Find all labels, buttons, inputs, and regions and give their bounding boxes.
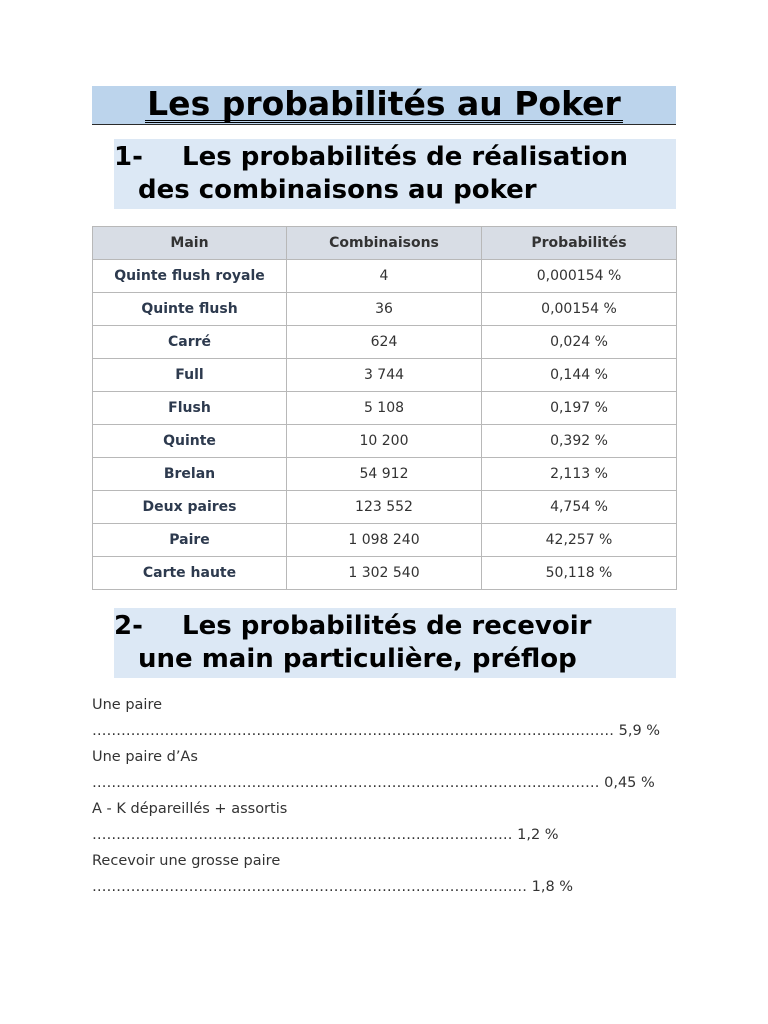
cell-combinaisons: 36: [287, 293, 482, 326]
section-2-title-line1: Les probabilités de recevoir: [182, 611, 592, 641]
cell-combinaisons: 1 098 240: [287, 524, 482, 557]
header-combinaisons: Combinaisons: [287, 227, 482, 260]
table-row: [93, 458, 677, 491]
list-item-value: 5,9 %: [618, 723, 661, 739]
list-item: [92, 796, 676, 848]
cell-combinaisons: 54 912: [287, 458, 482, 491]
cell-combinaisons: 1 302 540: [287, 557, 482, 590]
section-1-title-line2: des combinaisons au poker: [138, 175, 537, 205]
cell-main: Quinte: [93, 425, 287, 458]
cell-probabilites: 2,113 %: [482, 458, 677, 491]
cell-main: Carte haute: [93, 557, 287, 590]
table-row: [93, 524, 677, 557]
list-item-label: Une paire: [92, 697, 163, 713]
cell-combinaisons: 123 552: [287, 491, 482, 524]
cell-main: Paire: [93, 524, 287, 557]
section-2-title-line2: une main particulière, préflop: [138, 644, 577, 674]
table-row: [93, 326, 677, 359]
cell-probabilites: 0,00154 %: [482, 293, 677, 326]
list-item-dots: ……………………………………………………………………………… 1,8 %: [92, 879, 574, 895]
section-2-heading: [114, 608, 676, 678]
cell-main: Quinte flush royale: [93, 260, 287, 293]
list-item: [92, 692, 676, 744]
cell-main: Carré: [93, 326, 287, 359]
section-1-number: 1-: [114, 142, 143, 172]
cell-combinaisons: 3 744: [287, 359, 482, 392]
combinations-table: [92, 226, 677, 590]
page-title: Les probabilités au Poker: [147, 84, 621, 123]
cell-combinaisons: 10 200: [287, 425, 482, 458]
list-item-label: Recevoir une grosse paire: [92, 853, 281, 869]
section-2-number: 2-: [114, 611, 143, 641]
cell-main: Full: [93, 359, 287, 392]
cell-main: Brelan: [93, 458, 287, 491]
cell-probabilites: 0,000154 %: [482, 260, 677, 293]
header-main: Main: [93, 227, 287, 260]
cell-main: Flush: [93, 392, 287, 425]
cell-combinaisons: 5 108: [287, 392, 482, 425]
table-row: [93, 359, 677, 392]
list-item-dots: ……………………………………………………………………………………………… 5,9 %: [92, 723, 661, 739]
list-item-dots: …………………………………………………………………………………………… 0,45 %: [92, 775, 655, 791]
list-item: [92, 744, 676, 796]
section-1-heading: [114, 139, 676, 209]
table-row: [93, 293, 677, 326]
table-row: [93, 557, 677, 590]
table-header-row: [93, 227, 677, 260]
preflop-probability-list: [92, 692, 676, 900]
cell-probabilites: 42,257 %: [482, 524, 677, 557]
cell-main: Quinte flush: [93, 293, 287, 326]
table-row: [93, 392, 677, 425]
list-item-value: 0,45 %: [604, 775, 655, 791]
list-item: [92, 848, 676, 900]
cell-probabilites: 0,197 %: [482, 392, 677, 425]
section-1-title-line1: Les probabilités de réalisation: [182, 142, 628, 172]
title-box: [92, 86, 676, 125]
list-item-label: Une paire d’As: [92, 749, 198, 765]
cell-probabilites: 0,024 %: [482, 326, 677, 359]
document-page: [92, 86, 676, 900]
list-item-value: 1,2 %: [517, 827, 559, 843]
header-probabilites: Probabilités: [482, 227, 677, 260]
cell-probabilites: 4,754 %: [482, 491, 677, 524]
cell-probabilites: 0,144 %: [482, 359, 677, 392]
list-item-value: 1,8 %: [531, 879, 574, 895]
cell-probabilites: 50,118 %: [482, 557, 677, 590]
cell-main: Deux paires: [93, 491, 287, 524]
list-item-dots: …………………………………………………………………………… 1,2 %: [92, 827, 559, 843]
table-row: [93, 491, 677, 524]
list-item-label: A - K dépareillés + assortis: [92, 801, 288, 817]
cell-probabilites: 0,392 %: [482, 425, 677, 458]
table-row: [93, 260, 677, 293]
cell-combinaisons: 624: [287, 326, 482, 359]
table-row: [93, 425, 677, 458]
cell-combinaisons: 4: [287, 260, 482, 293]
